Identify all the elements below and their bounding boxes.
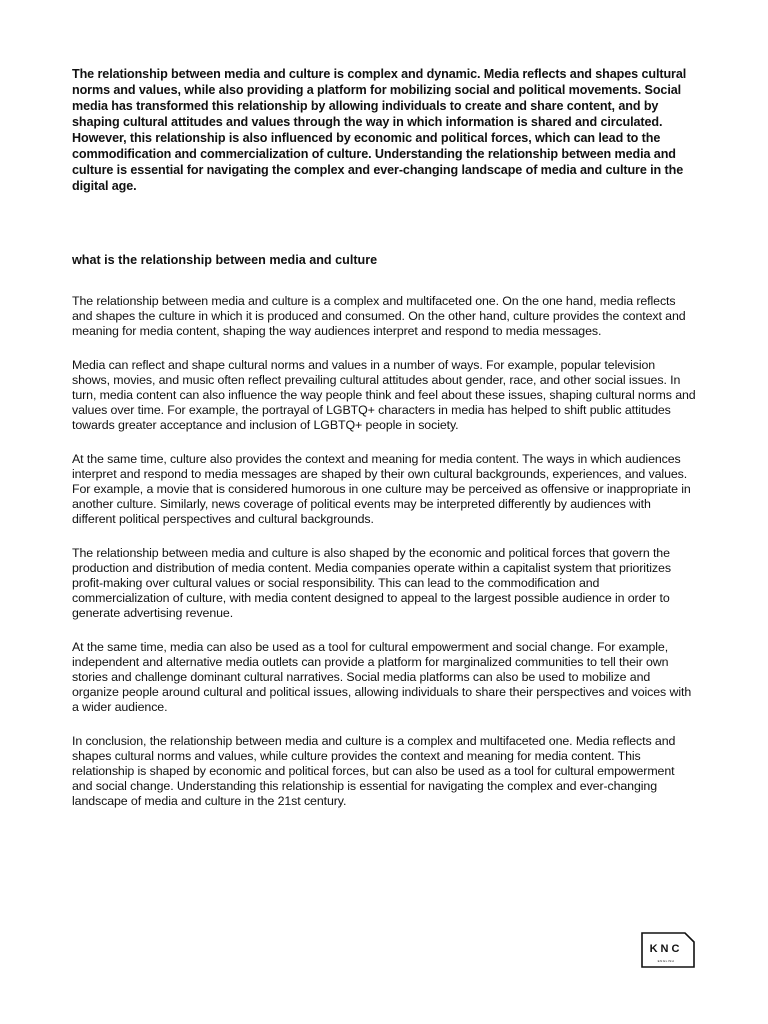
body-paragraph-2: Media can reflect and shape cultural norms and values in a number of ways. For example, popular television shows, movies, and music often reflect prevailing cultural attitudes about gender, race, and other social issues. In turn, media content can also influence the way people think and feel about these issues, shaping cultural norms and values over time. For example, the portrayal of LGBTQ+ characters in media has helped to shift public attitudes towards greater acceptance and inclusion of LGBTQ+ people in society. [72,358,696,432]
knc-logo [641,932,695,968]
logo-text: KNC [649,943,683,955]
body-paragraph-1: The relationship between media and culture is a complex and multifaceted one. On the one hand, media reflects and shapes the culture in which it is produced and consumed. On the other hand, culture provides the context and meaning for media content, shaping the way audiences interpret and respond to media messages. [72,294,686,338]
intro-paragraph: The relationship between media and culture is complex and dynamic. Media reflects and shapes cultural norms and values, while also providing a platform for mobilizing social and political movements. Social media has transformed this relationship by allowing individuals to create and share content, and by shaping cultural attitudes and values through the way in which information is shared and circulated. However, this relationship is also influenced by economic and political forces, which can lead to the commodification and commercialization of culture. Understanding the relationship between media and culture is essential for navigating the complex and ever-changing landscape of media and culture in the digital age. [72,67,687,193]
document-page [72,66,696,809]
logo-subtext: ENGLISH [657,959,675,963]
body-paragraph-4: The relationship between media and culture is also shaped by the economic and political forces that govern the production and distribution of media content. Media companies operate within a capitalist system that prioritizes profit-making over cultural values or social responsibility. This can lead to the commodification and commercialization of culture, with media content designed to appeal to the largest possible audience in order to generate advertising revenue. [72,546,671,620]
body-paragraph-5: At the same time, media can also be used as a tool for cultural empowerment and social change. For example, independent and alternative media outlets can provide a platform for marginalized communities to tell their own stories and challenge dominant cultural narratives. Social media platforms can also be used to mobilize and organize people around cultural and political issues, allowing individuals to share their perspectives and voices with a wider audience. [72,640,692,714]
body-paragraph-6: In conclusion, the relationship between media and culture is a complex and multifaceted one. Media reflects and shapes cultural norms and values, while culture provides the context and meaning for media content. This relationship is shaped by economic and political forces, but can also be used as a tool for cultural empowerment and social change. Understanding this relationship is essential for navigating the complex and ever-changing landscape of media and culture in the 21st century. [72,734,676,808]
section-heading: what is the relationship between media and culture [72,253,378,267]
body-paragraph-3: At the same time, culture also provides the context and meaning for media content. The ways in which audiences interpret and respond to media messages are shaped by their own cultural backgrounds, experiences, and values. For example, a movie that is considered humorous in one culture may be perceived as offensive or inappropriate in another culture. Similarly, news coverage of political events may be interpreted differently by audiences with different political perspectives and cultural backgrounds. [72,452,691,526]
